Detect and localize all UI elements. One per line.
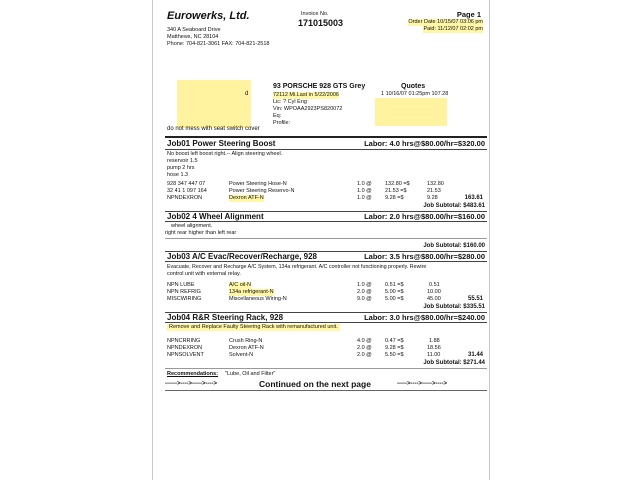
vehicle-title: 93 PORSCHE 928 GTS Grey	[273, 83, 366, 90]
footer-arrows-right: ----->---->----->---->	[397, 381, 447, 387]
job02-labor: Labor: 2.0 hrs@$80.00/hr=$160.00	[364, 212, 485, 221]
job04-title-underline	[165, 322, 487, 323]
job03-part3-ext: 45.00	[427, 296, 441, 302]
job01-part1-desc: Power Steering Hose-N	[229, 181, 287, 187]
job01-title-underline	[165, 149, 487, 150]
job04-part1-qty: 4.0 @	[357, 338, 372, 344]
page-number: Page 1	[456, 10, 481, 19]
job04-part2-price: 9.28 =$	[385, 345, 404, 351]
job03-part1-desc: A/C oil-N	[229, 282, 252, 288]
paid-date: Paid: 11/12/07 02:02 pm	[423, 26, 483, 32]
job01-part2-desc: Power Steering Reservo-N	[229, 188, 295, 194]
job04-part1-price: 0.47 =$	[385, 338, 404, 344]
job03-labor: Labor: 3.5 hrs@$80.00/hr=$280.00	[364, 252, 485, 261]
job04-part1-desc: Crush Ring-N	[229, 338, 263, 344]
job02-note-1: wheel alignment.	[171, 223, 213, 229]
job04-subtotal: Job Subtotal: $271.44	[423, 360, 485, 366]
job03-note-1: Evacuate, Recover and Recharge A/C System, 134a refrigerant. A/C controller not functioning properly. Rewire	[167, 264, 427, 270]
job03-part3-qty: 9.0 @	[357, 296, 372, 302]
job03-part1-ext: 0.51	[429, 282, 440, 288]
job01-note-1: No boost left boost right.-- Align steering wheel.	[167, 151, 283, 157]
job01-note-3: pump 2 hrs	[167, 165, 195, 171]
job04-part3-ext: 11.00	[427, 352, 441, 358]
job02-title: Job02 4 Wheel Alignment	[167, 212, 264, 221]
vehicle-eq: Eq:	[273, 113, 282, 119]
job03-part2-code: NPN REFRIG	[167, 289, 201, 295]
job02-subtotal: Job Subtotal: $160.00	[423, 243, 485, 249]
job01-part3-price: 9.28 =$	[385, 195, 404, 201]
job03-note-2: control unit with external relay.	[167, 271, 241, 277]
job01-part2-qty: 1.0 @	[357, 188, 372, 194]
job04-part1-ext: 1.88	[429, 338, 440, 344]
job04-part3-code: NPNSOLVENT	[167, 352, 204, 358]
job04-part1-code: NPNCRRING	[167, 338, 201, 344]
job01-part2-code: 32 41 1 097 164	[167, 188, 207, 194]
vehicle-vin: Vin: WPOAA2923PS820072	[273, 106, 343, 112]
job04-part2-ext: 18.56	[427, 345, 441, 351]
job04-part3-desc: Solvent-N	[229, 352, 254, 358]
job03-title: Job03 A/C Evac/Recover/Recharge, 928	[167, 252, 318, 261]
job04-part2-desc: Dexron ATF-N	[229, 345, 264, 351]
job03-part2-ext: 10.00	[427, 289, 441, 295]
job04-part3-price: 5.50 =$	[385, 352, 404, 358]
vehicle-mileage: 72112 Mi.Last in 5/22/2006	[273, 92, 339, 98]
job01-title: Job01 Power Steering Boost	[167, 139, 276, 148]
invoice-page	[152, 0, 490, 480]
footer-continued: Continued on the next page	[259, 379, 371, 389]
job01-part1-code: 928 347 447 07	[167, 181, 206, 187]
job03-parts-total: 55.51	[467, 296, 483, 302]
recommendations-rule	[165, 368, 487, 369]
job03-part2-qty: 2.0 @	[357, 289, 372, 295]
job03-title-underline	[165, 261, 487, 262]
footer-rule	[165, 390, 487, 391]
job03-subtotal: Job Subtotal: $335.51	[423, 304, 485, 310]
job01-part3-code: NPNDEXRON	[167, 195, 203, 201]
vehicle-note: do not mess with seat switch cover	[167, 126, 260, 132]
job01-subtotal: Job Subtotal: $483.61	[423, 203, 485, 209]
job02-title-underline	[165, 221, 487, 222]
job01-part2-ext: 21.53	[427, 188, 441, 194]
job03-part1-price: 0.51 =$	[385, 282, 404, 288]
redacted-quote-block	[375, 98, 447, 126]
job01-part2-price: 21.53 =$	[385, 188, 407, 194]
job03-part3-desc: Miscellaneous Wiring-N	[229, 296, 287, 302]
job04-part2-code: NPNDEXRON	[167, 345, 203, 351]
job01-note-4: hose 1.3	[167, 172, 189, 178]
job03-part1-qty: 1.0 @	[357, 282, 372, 288]
job01-part3-desc: Dexron ATF-N	[229, 195, 264, 201]
company-address-line1: 340 A Seaboard Drive	[167, 27, 221, 33]
job03-part3-code: MISCWIRING	[167, 296, 202, 302]
company-address-line2: Matthews, NC 28104	[167, 34, 219, 40]
recommendations-text: "Lube, Oil and Filter"	[225, 371, 276, 377]
vehicle-profile: Profile:	[273, 120, 291, 126]
company-phone: Phone: 704-821-3061 FAX: 704-821-2518	[167, 41, 270, 47]
job01-part3-qty: 1.0 @	[357, 195, 372, 201]
job01-part3-ext: 9.28	[427, 195, 438, 201]
redacted-customer-block	[177, 80, 251, 128]
job04-part2-qty: 2.0 @	[357, 345, 372, 351]
job01-labor: Labor: 4.0 hrs@$80.00/hr=$320.00	[364, 139, 485, 148]
invoice-number: 171015003	[298, 18, 344, 28]
vehicle-lic: Lic: ? Cyl Eng	[273, 99, 307, 105]
job01-part1-qty: 1.0 @	[357, 181, 372, 187]
invoice-label: Invoice No.	[301, 11, 329, 17]
job04-parts-total: 31.44	[467, 352, 483, 358]
quotes-label: Quotes	[401, 83, 426, 90]
job02-subtotal-rule	[165, 238, 487, 239]
recommendations-label: Recommendations:	[167, 371, 219, 377]
job04-title: Job04 R&R Steering Rack, 928	[167, 313, 284, 322]
job03-part2-desc: 134a refrigerant-N	[229, 289, 274, 295]
footer-arrows-left: ------>---->----->---->	[165, 381, 217, 387]
order-date: Order Date 10/15/07 03:06 pm	[408, 19, 483, 25]
customer-fragment: d	[245, 91, 249, 97]
job01-part1-ext: 132.80	[427, 181, 444, 187]
job04-part3-qty: 2.0 @	[357, 352, 372, 358]
job03-part2-price: 5.00 =$	[385, 289, 404, 295]
company-name: Eurowerks, Ltd.	[167, 10, 250, 22]
job03-part1-code: NPN LUBE	[167, 282, 195, 288]
job04-labor: Labor: 3.0 hrs@$80.00/hr=$240.00	[364, 313, 485, 322]
job03-part3-price: 5.00 =$	[385, 296, 404, 302]
job02-note-2: right rear higher than left rear	[165, 230, 237, 236]
job04-note-1: Remove and Replace Faulty Steering Rack with remanufactured unit.	[169, 324, 338, 330]
job01-parts-total: 163.61	[464, 195, 483, 201]
job01-rule	[165, 136, 487, 138]
quotes-entry: 1 10/16/07 01:25pm 107.28	[381, 91, 449, 97]
job01-part1-price: 132.80 =$	[385, 181, 410, 187]
job01-note-2: reservoir 1.5	[167, 158, 198, 164]
